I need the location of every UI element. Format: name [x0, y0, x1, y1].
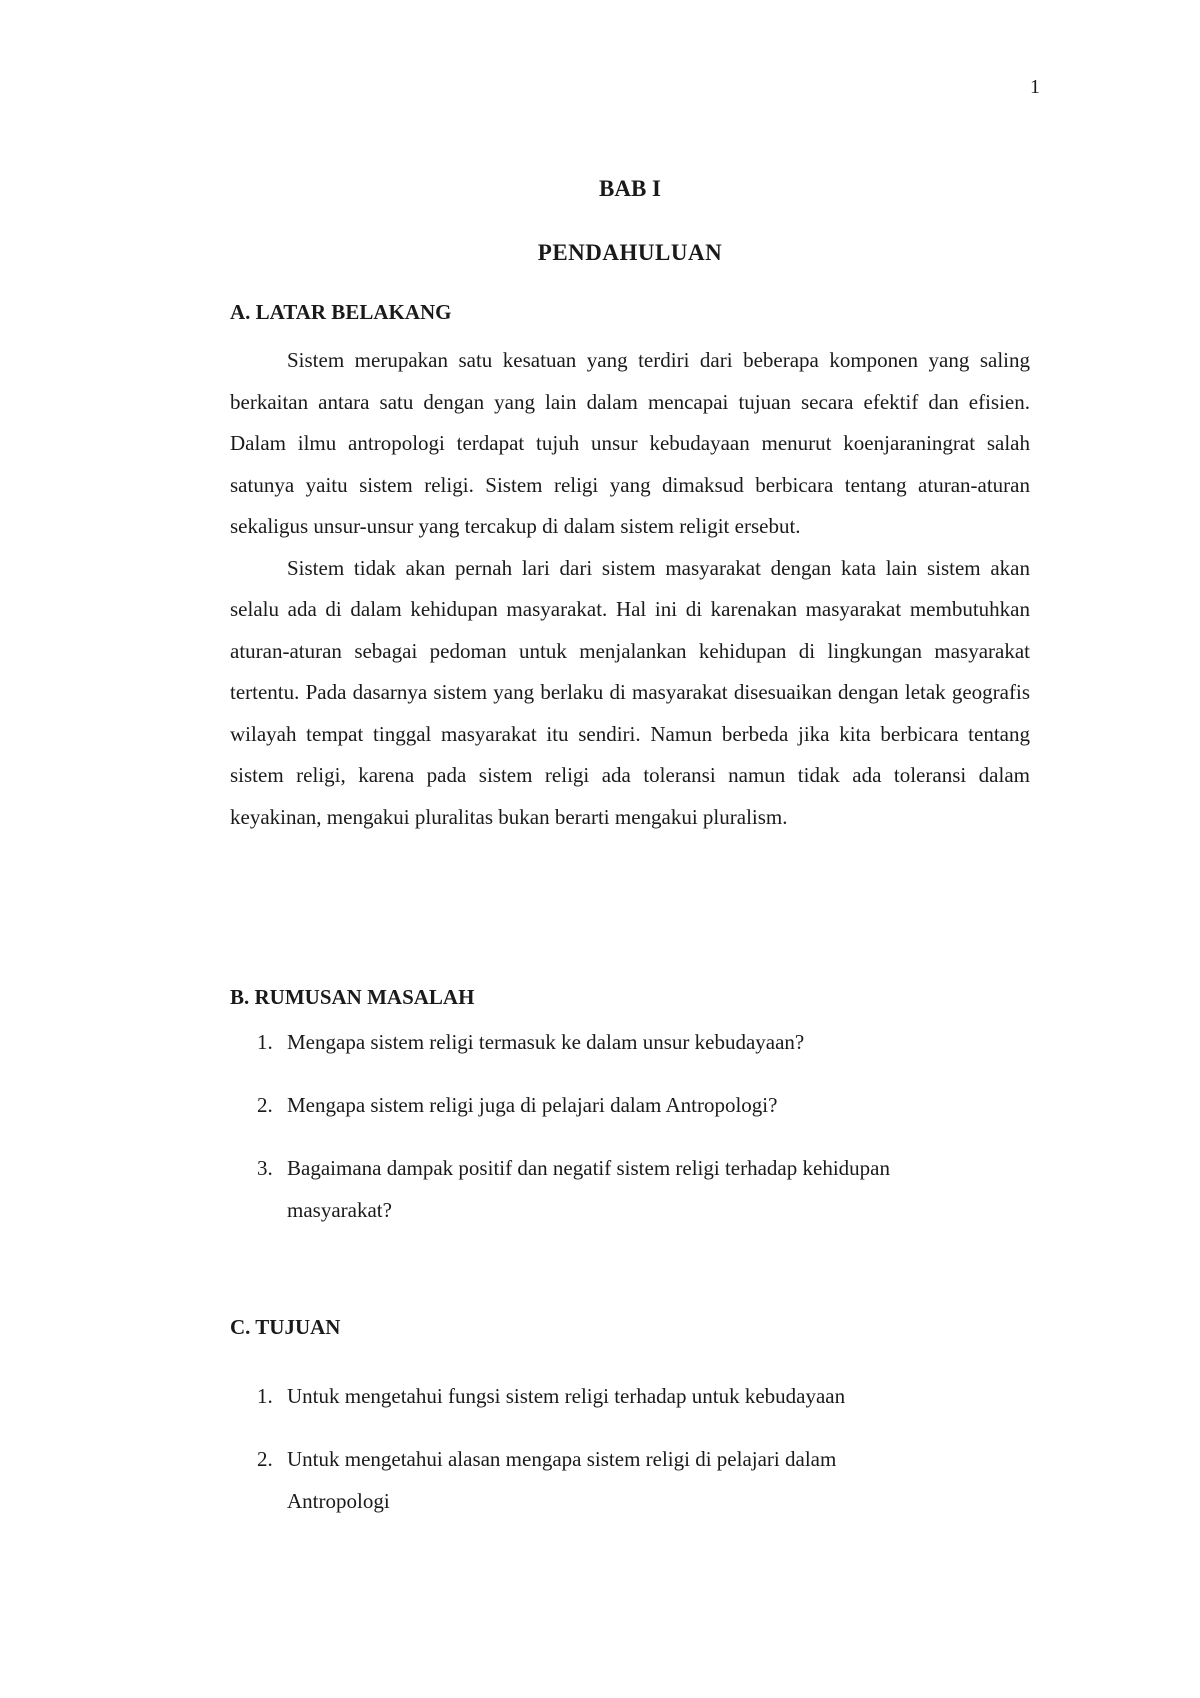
list-item-text: Mengapa sistem religi termasuk ke dalam unsur kebudayaan? — [287, 1030, 805, 1054]
list-item — [230, 1084, 1030, 1126]
chapter-title: BAB I — [599, 176, 661, 201]
section-heading-tujuan: C. TUJUAN — [230, 1315, 341, 1339]
paragraph: Sistem tidak akan pernah lari dari sistem masyarakat dengan kata lain sistem akan selalu ada di dalam kehidupan masyarakat. Hal ini di karenakan masyarakat membutuhkan aturan-aturan sebagai pedoman untuk menjalankan kehidupan di lingkungan masyarakat tertentu. Pada dasarnya sistem yang berlaku di masyarakat disesuaikan dengan letak geografis wilayah tempat tinggal masyarakat itu sendiri. Namun berbeda jika kita berbicara tentang sistem religi, karena pada sistem religi ada toleransi namun tidak ada toleransi dalam keyakinan, mengakui pluralitas bukan berarti mengakui pluralism. — [230, 555, 1030, 829]
list-item — [230, 1147, 1030, 1231]
chapter-subtitle: PENDAHULUAN — [537, 240, 723, 265]
list-item — [230, 1375, 1030, 1417]
list-number: 2. — [257, 1093, 273, 1117]
list-item-text: Untuk mengetahui alasan mengapa sistem religi di pelajari dalam Antropologi — [287, 1447, 837, 1513]
list-number: 3. — [257, 1156, 273, 1180]
list-number: 1. — [257, 1030, 273, 1054]
list-item-text: Bagaimana dampak positif dan negatif sistem religi terhadap kehidupan masyarakat? — [287, 1156, 890, 1222]
paragraph: Sistem merupakan satu kesatuan yang terdiri dari beberapa komponen yang saling berkaitan antara satu dengan yang lain dalam mencapai tujuan secara efektif dan efisien. Dalam ilmu antropologi terdapat tujuh unsur kebudayaan menurut koenjaraningrat salah satunya yaitu sistem religi. Sistem religi yang dimaksud berbicara tentang aturan-aturan sekaligus unsur-unsur yang tercakup di dalam sistem religit ersebut. — [230, 348, 1030, 538]
list-item — [230, 1021, 1030, 1063]
tujuan-list — [230, 1375, 1030, 1522]
section-heading-latar-belakang: A. LATAR BELAKANG — [230, 300, 452, 324]
section-heading-rumusan-masalah: B. RUMUSAN MASALAH — [230, 985, 475, 1009]
rumusan-masalah-list — [230, 1021, 1030, 1231]
list-number: 1. — [257, 1384, 273, 1408]
list-number: 2. — [257, 1447, 273, 1471]
list-item-text: Untuk mengetahui fungsi sistem religi terhadap untuk kebudayaan — [287, 1384, 846, 1408]
latar-belakang-body — [230, 340, 1030, 838]
list-item — [230, 1438, 1030, 1522]
page-number: 1 — [1030, 76, 1040, 98]
list-item-text: Mengapa sistem religi juga di pelajari dalam Antropologi? — [287, 1093, 778, 1117]
